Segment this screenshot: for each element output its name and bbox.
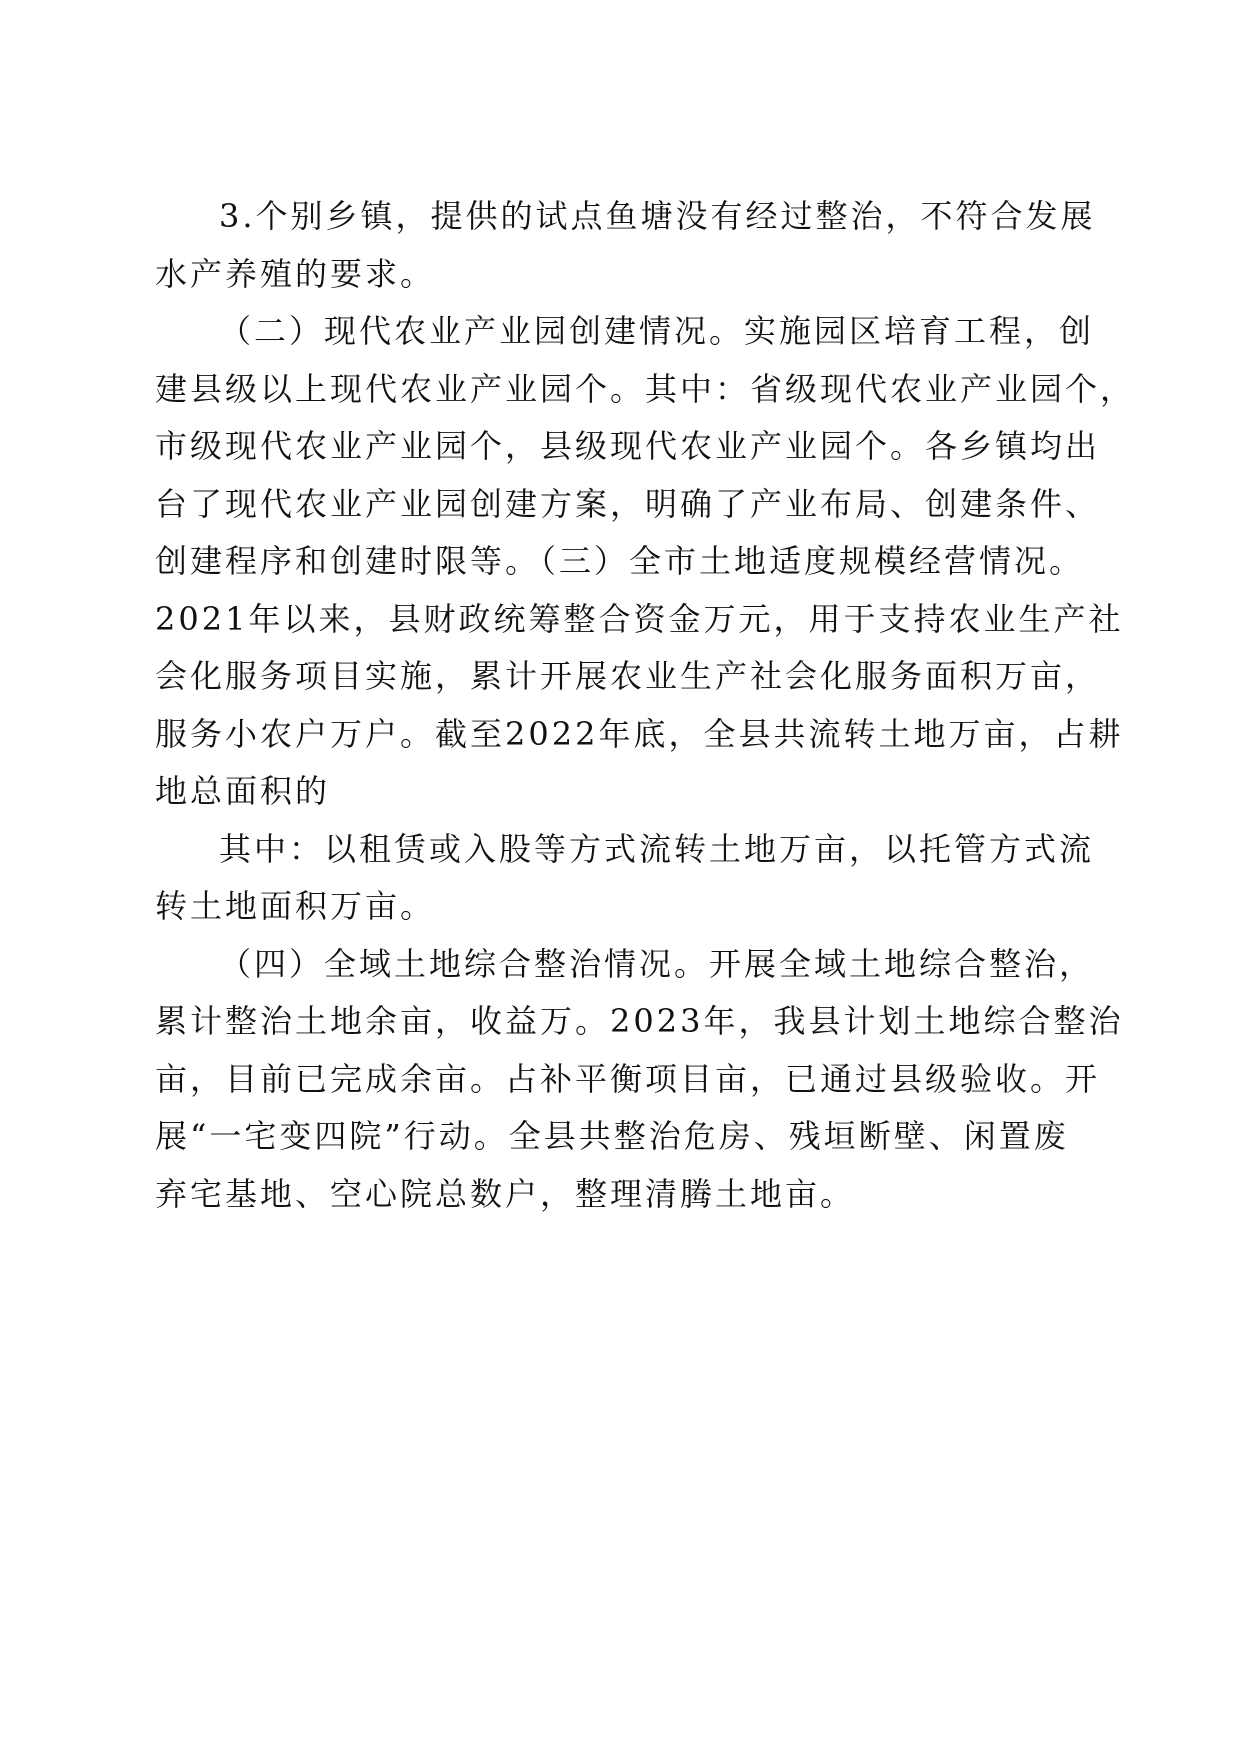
text-line: 台了现代农业产业园创建方案，明确了产业布局、创建条件、 bbox=[155, 484, 1101, 523]
text-line: 3.个别乡镇，提供的试点鱼塘没有经过整治，不符合发展 bbox=[219, 197, 1096, 235]
text-line: （二）现代农业产业园创建情况。实施园区培育工程，创 bbox=[219, 312, 1095, 350]
text-line: 市级现代农业产业园个，县级现代农业产业园个。各乡镇均出 bbox=[155, 427, 1101, 465]
paragraph-land-transfer bbox=[155, 821, 1095, 936]
text-line: 弃宅基地、空心院总数户，整理清腾土地亩。 bbox=[155, 1174, 856, 1213]
text-line: 地总面积的 bbox=[155, 772, 331, 810]
text-line: 建县级以上现代农业产业园个。其中：省级现代农业产业园个， bbox=[155, 369, 1136, 408]
text-line: 水产养殖的要求。 bbox=[155, 254, 436, 293]
text-line: 转土地面积万亩。 bbox=[155, 887, 436, 925]
paragraph-section-4 bbox=[155, 936, 1124, 1224]
text-line: 展“一宅变四院”行动。全县共整治危房、残垣断壁、闲置废 bbox=[155, 1117, 1069, 1155]
paragraph-section-2 bbox=[155, 303, 1136, 821]
paragraph-item-3 bbox=[155, 188, 1096, 303]
text-line: 其中：以租赁或入股等方式流转土地万亩，以托管方式流 bbox=[219, 829, 1095, 868]
text-line: 累计整治土地余亩，收益万。2023年，我县计划土地综合整治 bbox=[155, 1002, 1124, 1040]
text-line: 亩，目前已完成余亩。占补平衡项目亩，已通过县级验收。开 bbox=[155, 1059, 1101, 1098]
text-line: 服务小农户万户。截至2022年底，全县共流转土地万亩，占耕 bbox=[155, 714, 1124, 753]
text-line: 2021年以来，县财政统筹整合资金万元，用于支持农业生产社 bbox=[155, 599, 1124, 638]
text-line: 创建程序和创建时限等。（三）全市土地适度规模经营情况。 bbox=[155, 542, 1085, 580]
text-line: 会化服务项目实施，累计开展农业生产社会化服务面积万亩， bbox=[155, 657, 1101, 695]
text-line: （四）全域土地综合整治情况。开展全域土地综合整治， bbox=[219, 944, 1095, 983]
document-body bbox=[155, 188, 1136, 1223]
